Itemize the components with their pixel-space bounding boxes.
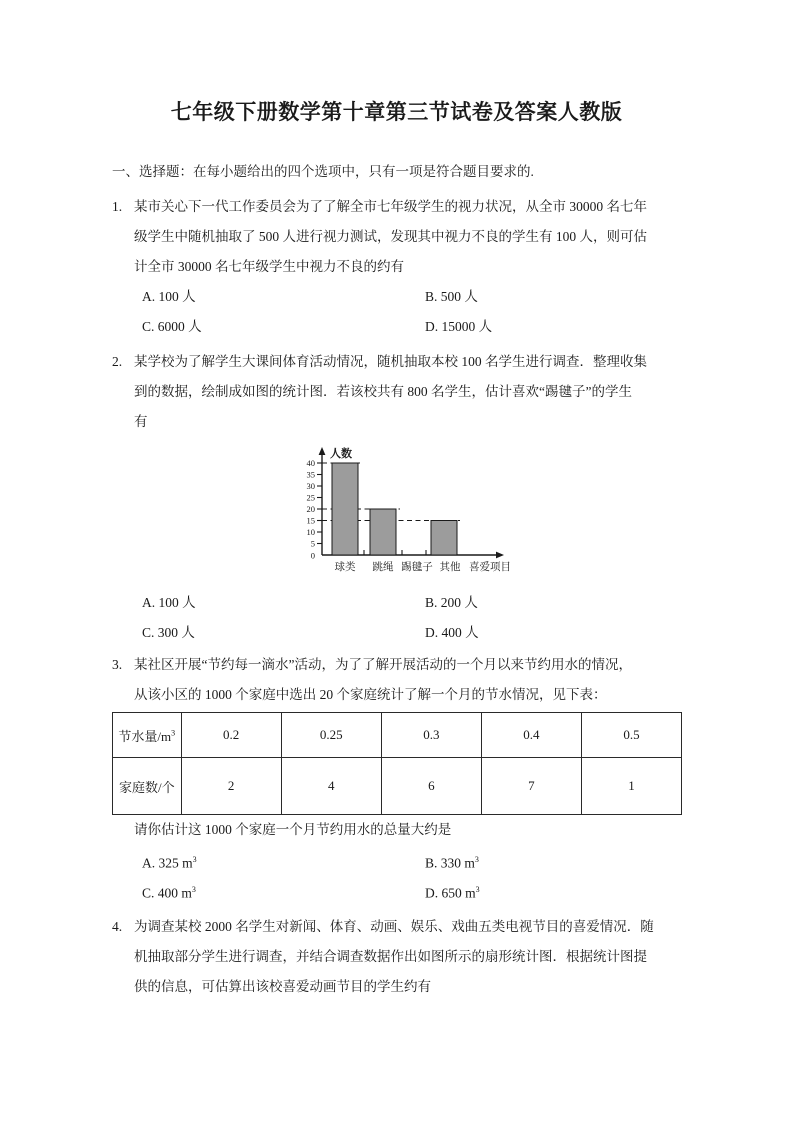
x-label-rope-skipping: 跳绳 bbox=[372, 561, 394, 573]
table-cell: 0.25 bbox=[281, 713, 381, 758]
y-tick-25: 25 bbox=[306, 492, 315, 503]
question-1-line-3: 计全市 30000 名七年级学生中视力不良的约有 bbox=[134, 259, 404, 274]
y-axis-arrow bbox=[319, 447, 326, 455]
option-3c[interactable]: C. 400 $m^3$ bbox=[142, 885, 196, 901]
question-3-number: 3. bbox=[112, 657, 123, 672]
question-2-line-3: 有 bbox=[134, 414, 148, 429]
y-axis-title: 人数 bbox=[330, 448, 352, 460]
question-2-options bbox=[112, 588, 684, 648]
table-cell: 0.4 bbox=[481, 713, 581, 758]
option-1d[interactable]: D. 15000 人 bbox=[425, 319, 493, 334]
question-3-tail bbox=[112, 815, 684, 905]
table-cell: 6 bbox=[381, 758, 481, 815]
option-2d[interactable]: D. 400 人 bbox=[425, 625, 479, 640]
x-axis-arrow bbox=[496, 552, 504, 559]
option-1a[interactable]: A. 100 人 bbox=[142, 289, 196, 304]
x-tick-labels bbox=[335, 560, 512, 573]
question-4-line-2: 机抽取部分学生进行调查，并结合调查数据作出如图所示的扇形统计图．根据统计图提 bbox=[134, 949, 647, 964]
question-3-options-row-2 bbox=[112, 875, 684, 905]
y-tick-40: 40 bbox=[306, 458, 315, 468]
question-2-number: 2. bbox=[112, 354, 123, 369]
question-4-number: 4. bbox=[112, 919, 123, 934]
question-2-line-1: 2. 某学校为了解学生大课间体育活动情况，随机抽取本校 100 名学生进行调查．整理收集 bbox=[112, 347, 684, 377]
option-2c[interactable]: C. 300 人 bbox=[142, 625, 195, 640]
table-cell: 0.3 bbox=[381, 713, 481, 758]
bar-chart-favorite-activity bbox=[300, 443, 530, 583]
x-label-other: 其他 bbox=[439, 561, 461, 573]
page-title: 七年级下册数学第十章第三节试卷及答案人教版 bbox=[170, 100, 623, 124]
option-2a[interactable]: A. 100 人 bbox=[142, 595, 196, 610]
question-2-options-row-2 bbox=[112, 618, 684, 648]
water-saving-table bbox=[112, 712, 682, 815]
option-1b[interactable]: B. 500 人 bbox=[425, 289, 478, 304]
option-1c[interactable]: C. 6000 人 bbox=[142, 319, 202, 334]
question-4-line-3: 供的信息，可估算出该校喜爱动画节目的学生约有 bbox=[134, 979, 431, 994]
question-1-line-1: 1. 某市关心下一代工作委员会为了了解全市七年级学生的视力状况，从全市 30000 名七年 bbox=[112, 192, 684, 222]
table-cell: 7 bbox=[481, 758, 581, 815]
y-tick-5: 5 bbox=[310, 538, 315, 549]
y-tick-30: 30 bbox=[306, 481, 315, 491]
option-3d[interactable]: D. 650 $m^3$ bbox=[425, 885, 480, 901]
y-tick-marks bbox=[317, 463, 322, 544]
question-3-line-2: 从该小区的 1000 个家庭中选出 20 个家庭统计了解一个月的节水情况，见下表： bbox=[134, 687, 607, 702]
bar-ballgames bbox=[332, 463, 358, 555]
x-label-ballgames: 球类 bbox=[334, 561, 356, 573]
bar-chart-svg bbox=[300, 443, 530, 583]
y-tick-labels bbox=[307, 458, 316, 561]
table-cell: 1 bbox=[581, 758, 681, 815]
question-1-options-row-2 bbox=[112, 312, 684, 342]
question-4 bbox=[112, 912, 684, 1002]
y-tick-10: 10 bbox=[306, 527, 315, 537]
question-2 bbox=[112, 347, 684, 437]
y-tick-20: 20 bbox=[306, 504, 315, 514]
question-2-line-2: 到的数据，绘制成如图的统计图．若该校共有 800 名学生，估计喜欢“踢毽子”的学生 bbox=[134, 384, 632, 399]
question-1-line-2: 级学生中随机抽取了 500 人进行视力测试，发现其中视力不良的学生有 100 人，则可估 bbox=[134, 229, 647, 244]
x-label-shuttlecock: 踢毽子 bbox=[401, 561, 433, 573]
question-4-line-1: 4. 为调查某校 2000 名学生对新闻、体育、动画、娱乐、戏曲五类电视节目的喜爱情况．随 bbox=[112, 912, 684, 942]
question-1-number: 1. bbox=[112, 199, 123, 214]
y-tick-0: 0 bbox=[310, 550, 315, 561]
table-cell: 4 bbox=[281, 758, 381, 815]
table-row bbox=[113, 713, 682, 758]
table-row bbox=[113, 758, 682, 815]
bar-rope-skipping bbox=[370, 509, 396, 555]
option-3a[interactable]: A. 325 $m^3$ bbox=[142, 855, 197, 871]
question-3-line-1: 3. 某社区开展“节约每一滴水”活动，为了了解开展活动的一个月以来节约用水的情况， bbox=[112, 650, 684, 680]
question-1-options-row-1 bbox=[112, 282, 684, 312]
bar-other bbox=[431, 521, 457, 556]
table-cell: 0.2 bbox=[181, 713, 281, 758]
option-2b[interactable]: B. 200 人 bbox=[425, 595, 478, 610]
y-tick-15: 15 bbox=[306, 515, 315, 526]
table-row-header-water: 节水量$/m^3$ bbox=[113, 713, 182, 758]
question-3-options-row-1 bbox=[112, 845, 684, 875]
question-3-prompt: 请你估计这 1000 个家庭一个月节约用水的总量大约是 bbox=[134, 822, 452, 837]
table-row-header-families: 家庭数/个 bbox=[113, 758, 182, 815]
table-cell: 2 bbox=[181, 758, 281, 815]
question-1 bbox=[112, 192, 684, 342]
table-cell: 0.5 bbox=[581, 713, 681, 758]
y-tick-35: 35 bbox=[306, 469, 315, 480]
option-3b[interactable]: B. 330 $m^3$ bbox=[425, 855, 479, 871]
question-2-options-row-1 bbox=[112, 588, 684, 618]
section-heading: 一、选择题：在每小题给出的四个选项中，只有一项是符合题目要求的. bbox=[112, 164, 534, 179]
x-axis-title: 喜爱项目 bbox=[469, 561, 511, 573]
question-3 bbox=[112, 650, 684, 710]
